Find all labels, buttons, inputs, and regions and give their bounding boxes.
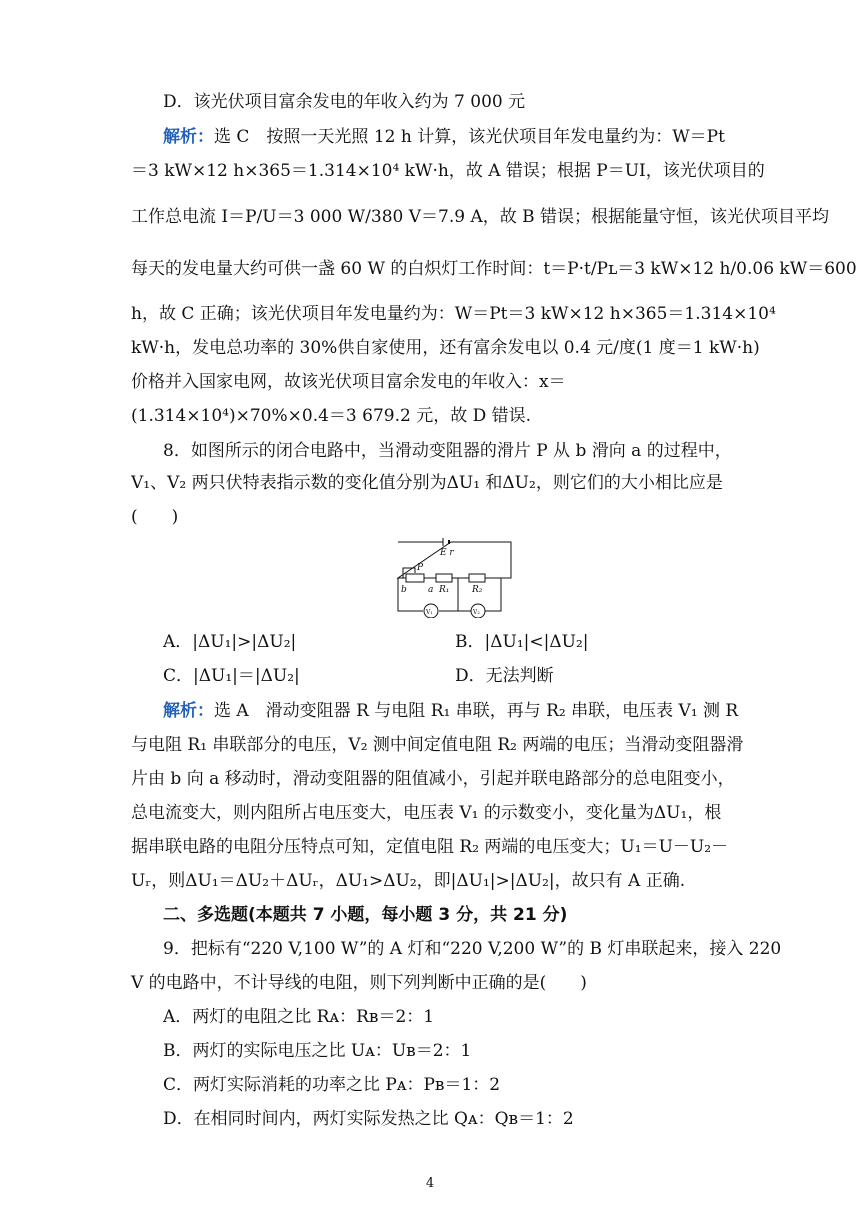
analysis7-line-2: ＝3 kW×12 h×365＝1.314×10⁴ kW·h，故 A 错误；根据 P＝UI，该光伏项目的 [131,161,765,181]
analysis7-text: 选 C 按照一天光照 12 h 计算，该光伏项目年发电量约为：W＝Pt [214,127,725,147]
analysis8-line-2: 与电阻 R₁ 串联部分的电压，V₂ 测中间定值电阻 R₂ 两端的电压；当滑动变阻器滑 [131,735,744,755]
v2-label: V₂ [473,609,480,616]
r1-symbol [436,574,452,582]
q8-stem-2: V₁、V₂ 两只伏特表指示数的变化值分别为ΔU₁ 和ΔU₂，则它们的大小相比应是 [131,473,723,493]
q9-option-c: C．两灯实际消耗的功率之比 Pᴀ：Pʙ＝1：2 [163,1075,501,1095]
analysis-label: 解析： [163,701,214,721]
analysis7-line-6: kW·h，发电总功率的 30%供自家使用，还有富余发电以 0.4 元/度(1 度＝1 kW·h) [131,338,760,358]
q9-stem-2: V 的电路中，不计导线的电阻，则下列判断中正确的是( ) [131,973,587,993]
q8-options-row-1 [163,631,723,653]
q8-stem-1: 8．如图所示的闭合电路中，当滑动变阻器的滑片 P 从 b 滑向 a 的过程中， [163,441,732,461]
analysis7-line-7: 价格并入国家电网，故该光伏项目富余发电的年收入：x＝ [131,372,566,392]
analysis8-line-5: 据串联电路的电阻分压特点可知，定值电阻 R₂ 两端的电压变大；U₁＝U－U₂－ [131,837,729,857]
q9-option-b: B．两灯的实际电压之比 Uᴀ：Uʙ＝2：1 [163,1041,472,1061]
page-number: 4 [425,1176,435,1191]
q8-options-row-2 [163,665,723,687]
r2-symbol [469,574,485,582]
analysis8-line-6: Uᵣ，则ΔU₁＝ΔU₂＋ΔUᵣ，ΔU₁>ΔU₂，即|ΔU₁|>|ΔU₂|，故只有 A 正确. [131,871,686,891]
analysis8-text: 选 A 滑动变阻器 R 与电阻 R₁ 串联，再与 R₂ 串联，电压表 V₁ 测 R [214,701,739,721]
analysis7-line-8: (1.314×10⁴)×70%×0.4＝3 679.2 元，故 D 错误. [131,406,532,426]
analysis7-line-4: 每天的发电量大约可供一盏 60 W 的白炽灯工作时间：t＝P·t/Pʟ＝3 kW×12 h/0.06 kW＝600 [131,259,857,279]
q8-stem-3: ( ) [131,507,179,527]
section-heading: 二、多选题(本题共 7 小题，每小题 3 分，共 21 分) [163,905,568,925]
analysis-label: 解析： [163,127,214,147]
slider-label: P [417,563,424,573]
end-a-label: a [428,585,434,595]
end-b-label: b [401,585,407,595]
rheostat-symbol [406,574,424,582]
circuit-diagram [393,538,517,618]
analysis8-first-line [163,700,763,722]
analysis7-line-5: h，故 C 正确；该光伏项目年发电量约为：W＝Pt＝3 kW×12 h×365＝1.314×10⁴ [131,304,776,324]
analysis8-line-4: 总电流变大，则内阻所占电压变大，电压表 V₁ 的示数变小，变化量为ΔU₁，根 [131,803,722,823]
q8-option-d: D．无法判断 [455,666,554,686]
q9-stem-1: 9．把标有“220 V,100 W”的 A 灯和“220 V,200 W”的 B 灯串联起来，接入 220 [163,939,782,959]
analysis8-line-3: 片由 b 向 a 移动时，滑动变阻器的阻值减小，引起并联电路部分的总电阻变小， [131,769,735,789]
v1-label: V₁ [426,609,433,616]
q8-option-b: B．|ΔU₁|<|ΔU₂| [455,632,589,652]
q8-option-c: C．|ΔU₁|＝|ΔU₂| [163,666,300,686]
r1-label: R₁ [439,585,450,595]
r2-label: R₂ [472,585,483,595]
q9-option-a: A．两灯的电阻之比 Rᴀ：Rʙ＝2：1 [163,1007,435,1027]
analysis7-line-3: 工作总电流 I＝P/U＝3 000 W/380 V＝7.9 A，故 B 错误；根据能量守恒，该光伏项目平均 [131,207,830,227]
analysis7-first-line [163,126,763,148]
q9-option-d: D．在相同时间内，两灯实际发热之比 Qᴀ：Qʙ＝1：2 [163,1109,574,1129]
q8-option-a: A．|ΔU₁|>|ΔU₂| [163,632,297,652]
battery-label: E r [440,548,454,558]
q7-option-d: D．该光伏项目富余发电的年收入约为 7 000 元 [163,92,526,112]
